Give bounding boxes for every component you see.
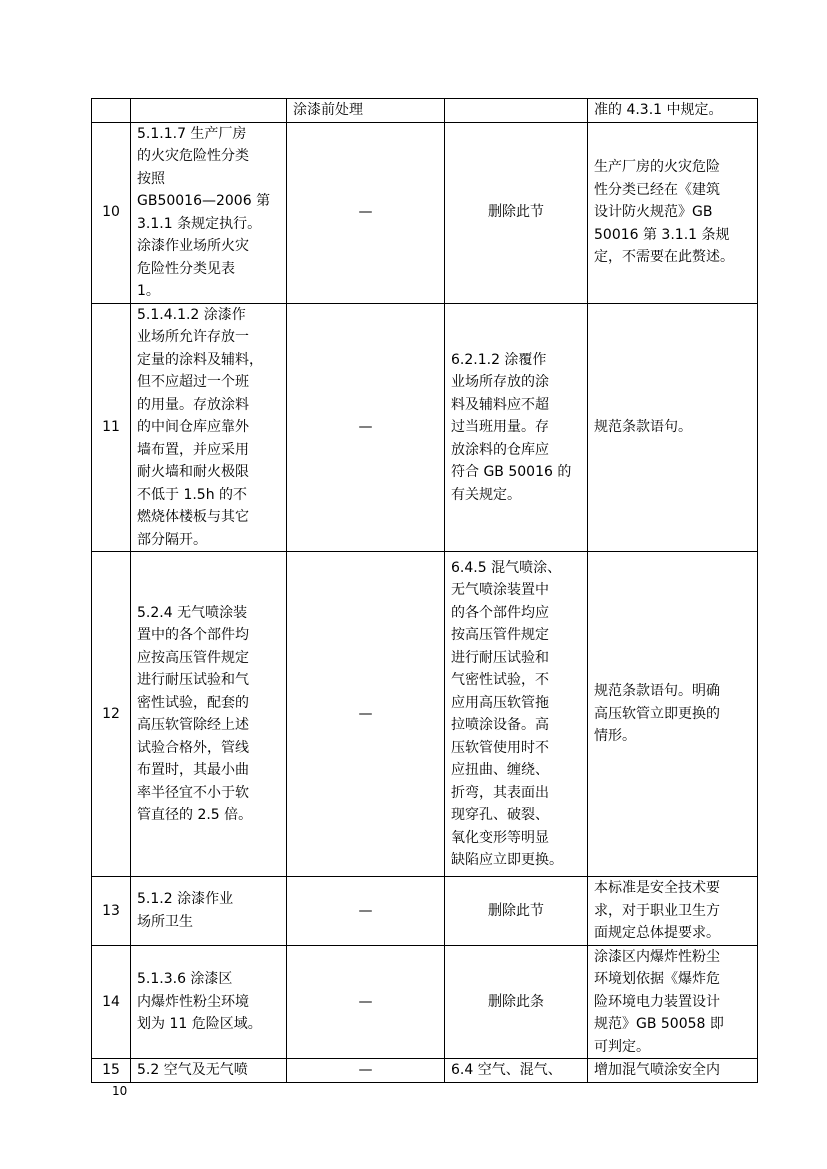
table-row	[92, 303, 758, 552]
table-row	[92, 1059, 758, 1083]
revised-clause	[445, 99, 588, 123]
revised-clause: 删除此条	[445, 945, 588, 1059]
explanation: 准的 4.3.1 中规定。	[588, 99, 758, 123]
original-clause: 5.1.3.6 涂漆区 内爆炸性粉尘环境 划为 11 危险区域。	[131, 945, 287, 1059]
row-number: 13	[92, 877, 131, 946]
row-number: 15	[92, 1059, 131, 1083]
original-clause: 5.1.1.7 生产厂房 的火灾危险性分类 按照 GB50016—2006 第 3.1.1 条规定执行。 涂漆作业场所火灾 危险性分类见表 1。	[131, 122, 287, 303]
original-clause: 5.2 空气及无气喷	[131, 1059, 287, 1083]
table-row	[92, 122, 758, 303]
original-clause: 5.1.2 涂漆作业 场所卫生	[131, 877, 287, 946]
revision-type: —	[287, 945, 445, 1059]
comparison-table	[91, 98, 758, 1083]
revision-type: —	[287, 552, 445, 877]
explanation: 规范条款语句。明确 高压软管立即更换的 情形。	[588, 552, 758, 877]
row-number: 10	[92, 122, 131, 303]
revised-clause: 6.2.1.2 涂覆作 业场所存放的涂 料及辅料应不超 过当班用量。存 放涂料的仓库应 符合 GB 50016 的 有关规定。	[445, 303, 588, 552]
revision-type: —	[287, 303, 445, 552]
revised-clause: 6.4.5 混气喷涂、 无气喷涂装置中 的各个部件均应 按高压管件规定 进行耐压试验和 气密性试验，不 应用高压软管拖 拉喷涂设备。高 压软管使用时不 应扭曲、缠绕、 折弯，其表面出 现穿孔、破裂、 氧化变形等明显 缺陷应立即更换。	[445, 552, 588, 877]
revision-type: —	[287, 1059, 445, 1083]
table-row	[92, 877, 758, 946]
explanation: 增加混气喷涂安全内	[588, 1059, 758, 1083]
table-row	[92, 99, 758, 123]
revised-clause: 删除此节	[445, 122, 588, 303]
explanation: 规范条款语句。	[588, 303, 758, 552]
original-clause: 5.1.4.1.2 涂漆作 业场所允许存放一 定量的涂料及辅料， 但不应超过一个班 的用量。存放涂料 的中间仓库应靠外 墙布置，并应采用 耐火墙和耐火极限 不低于 1.5h 的不 燃烧体楼板与其它 部分隔开。	[131, 303, 287, 552]
row-number: 11	[92, 303, 131, 552]
revised-clause: 6.4 空气、混气、	[445, 1059, 588, 1083]
table-row	[92, 945, 758, 1059]
original-clause	[131, 99, 287, 123]
revision-type: —	[287, 122, 445, 303]
table-row	[92, 552, 758, 877]
revision-type: 涂漆前处理	[287, 99, 445, 123]
explanation: 生产厂房的火灾危险 性分类已经在《建筑 设计防火规范》GB 50016 第 3.1.1 条规 定，不需要在此赘述。	[588, 122, 758, 303]
revised-clause: 删除此节	[445, 877, 588, 946]
explanation: 涂漆区内爆炸性粉尘 环境划依据《爆炸危 险环境电力装置设计 规范》GB 50058 即 可判定。	[588, 945, 758, 1059]
original-clause: 5.2.4 无气喷涂装 置中的各个部件均 应按高压管件规定 进行耐压试验和气 密性试验，配套的 高压软管除经上述 试验合格外，管线 布置时，其最小曲 率半径宜不小于软 管直径的 2.5 倍。	[131, 552, 287, 877]
revision-type: —	[287, 877, 445, 946]
page-number: 10	[112, 1084, 128, 1098]
row-number: 12	[92, 552, 131, 877]
row-number	[92, 99, 131, 123]
explanation: 本标准是安全技术要 求，对于职业卫生方 面规定总体提要求。	[588, 877, 758, 946]
row-number: 14	[92, 945, 131, 1059]
